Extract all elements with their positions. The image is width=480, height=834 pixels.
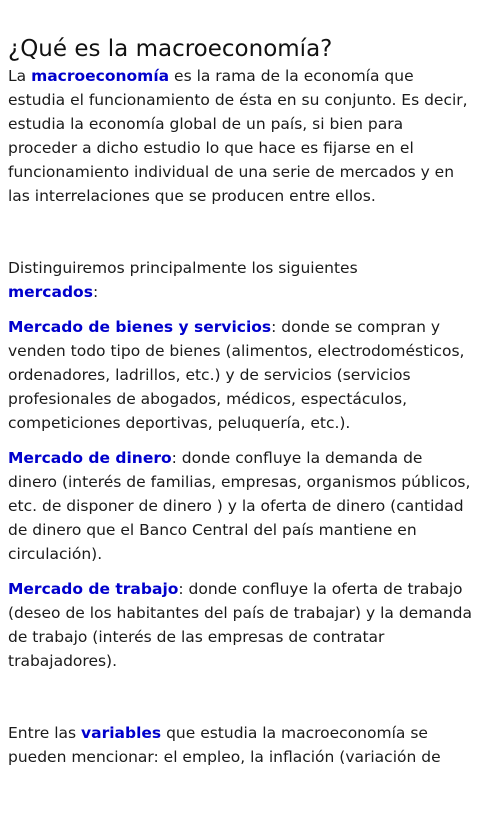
markets-lead-pre: Distinguiremos principalmente los siguientes [8, 259, 358, 277]
intro-text-pre: La [8, 67, 32, 85]
markets-lead-post: : [92, 283, 99, 301]
mercados-link[interactable]: mercados [8, 283, 93, 301]
market-item-text: : donde confluye la demanda de dinero (interés de familias, empresas, organismos públicos, etc. de disponer de dinero ) y la oferta de dinero (cantidad de dinero que el Banco Central del país mantiene en circulación). [8, 449, 471, 563]
markets-lead-paragraph [8, 256, 472, 304]
article-content [0, 34, 480, 769]
macroeconomia-link[interactable]: macroeconomía [31, 67, 170, 85]
market-item-bienes-servicios [8, 315, 472, 435]
mercado-dinero-link[interactable]: Mercado de dinero [8, 449, 172, 467]
variables-paragraph [8, 721, 472, 769]
page-title: ¿Qué es la macroeconomía? [8, 36, 333, 62]
mercado-bienes-servicios-link[interactable]: Mercado de bienes y servicios [8, 318, 272, 336]
variables-link[interactable]: variables [81, 724, 162, 742]
market-item-dinero [8, 446, 472, 566]
market-item-text: : donde se compran y venden todo tipo de bienes (alimentos, electrodomésticos, ordenadores, ladrillos, etc.) y de servicios (servicios profesionales de abogados, médicos, espectáculos, competiciones deportivas, peluquería, etc.). [8, 318, 465, 432]
variables-post: que estudia la macroeconomía se pueden mencionar: el empleo, la inflación (variación de [8, 724, 441, 766]
mercado-trabajo-link[interactable]: Mercado de trabajo [8, 580, 179, 598]
market-item-text: : donde confluye la oferta de trabajo (deseo de los habitantes del país de trabajar) y la demanda de trabajo (interés de las empresas de contratar trabajadores). [8, 580, 472, 670]
intro-paragraph [8, 64, 472, 208]
market-item-trabajo [8, 577, 472, 673]
variables-pre: Entre las [8, 724, 81, 742]
intro-text-post: es la rama de la economía que estudia el funcionamiento de ésta en su conjunto. Es decir, estudia la economía global de un país, si bien para proceder a dicho estudio lo que hace es fijarse en el funcionamiento individual de una serie de mercados y en las interrelaciones que se producen entre ellos. [8, 67, 468, 205]
